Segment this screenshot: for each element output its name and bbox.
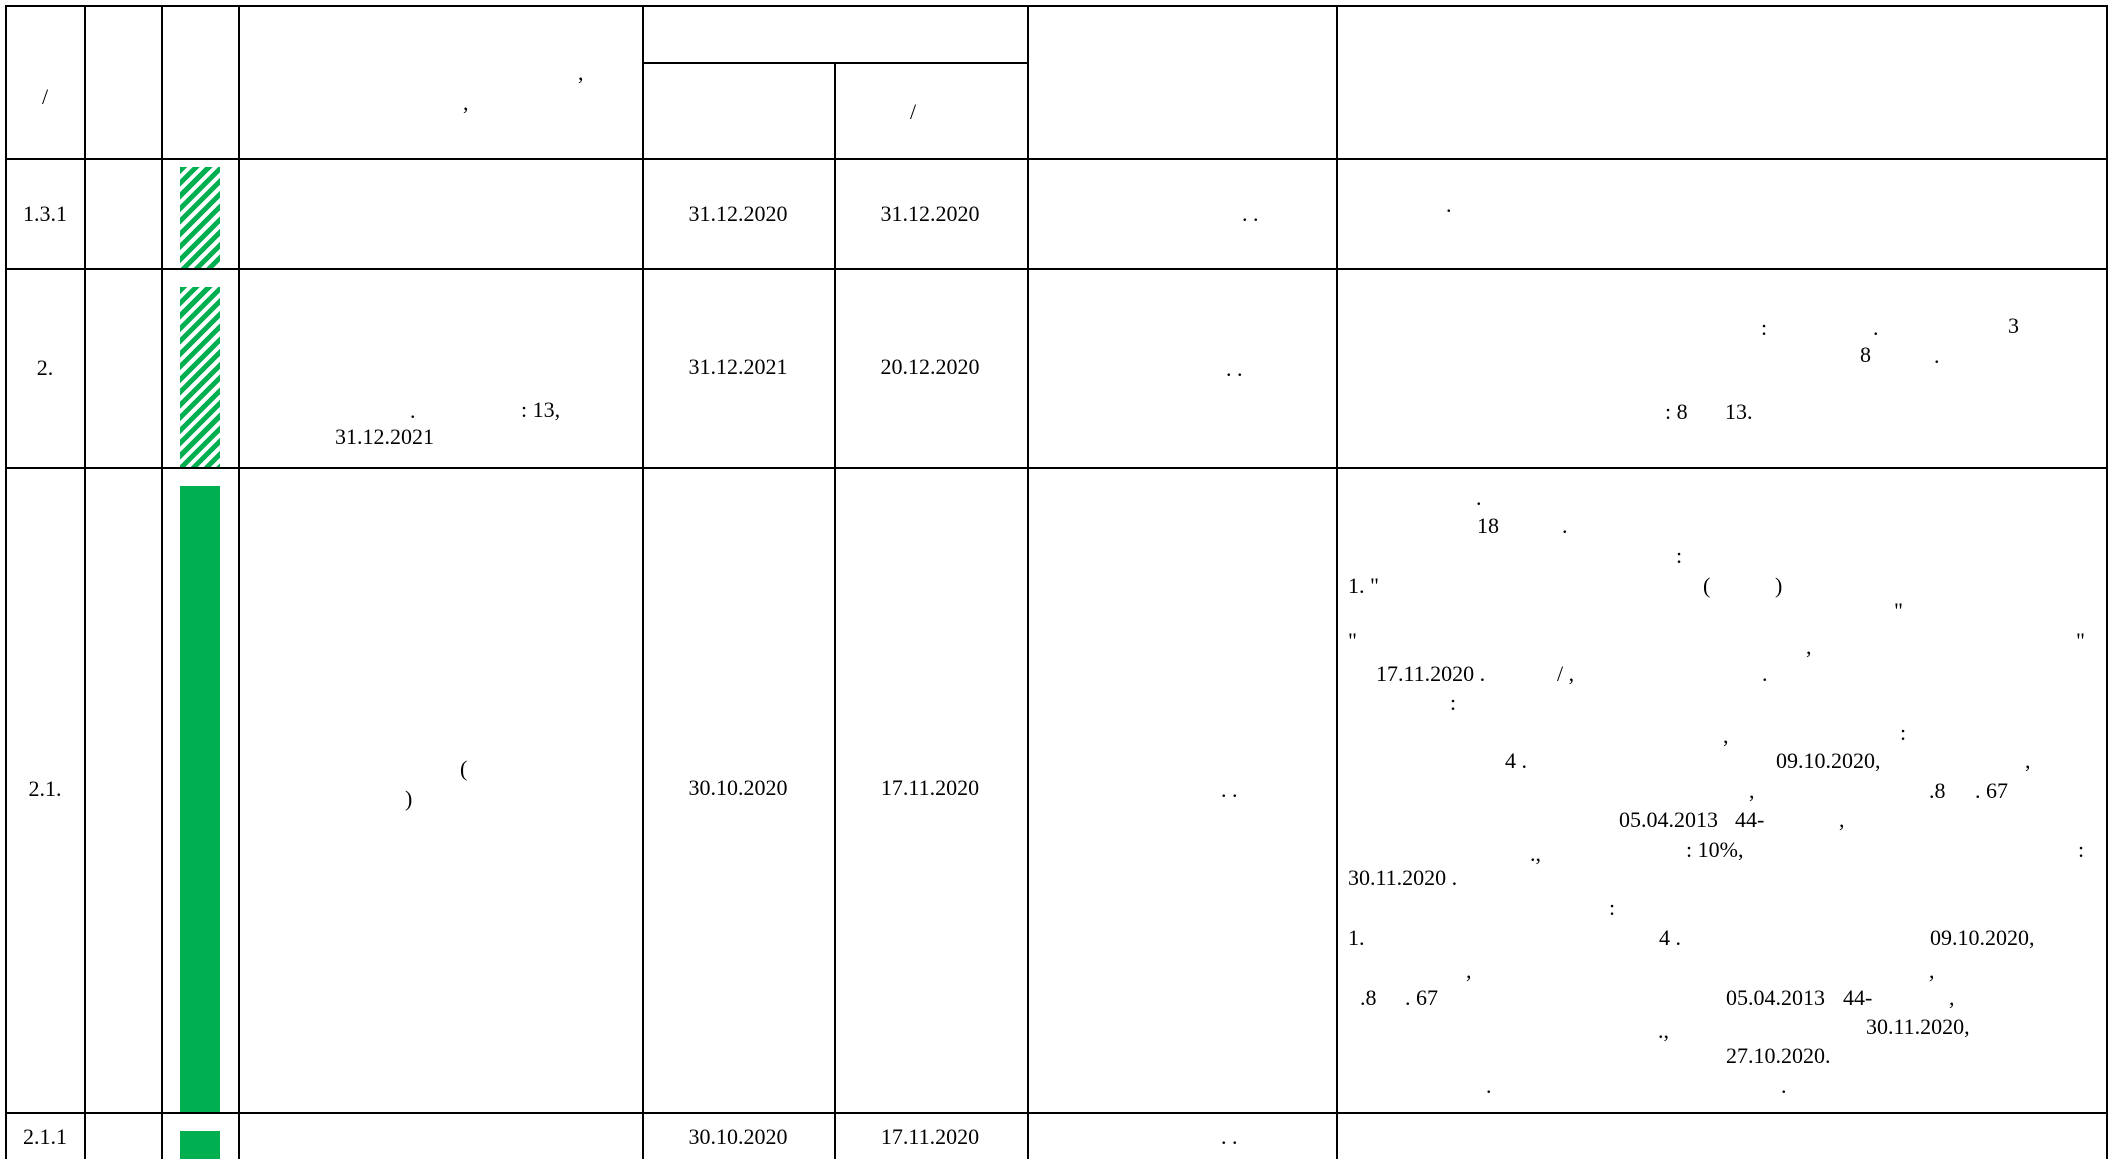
status-indicator-solid: [180, 1131, 220, 1159]
row-responsible: . .: [1226, 356, 1243, 381]
row-desc-count: : 13,: [521, 397, 561, 422]
grid-line-header-split: [643, 62, 1029, 64]
row-fact-date: 17.11.2020: [880, 1124, 980, 1149]
grid-line-header-bottom: [5, 158, 2108, 160]
row-desc-open-paren: (: [460, 756, 468, 781]
grid-line-row-3: [5, 1112, 2108, 1114]
grid-line-row-2: [5, 467, 2108, 469]
header-number-col: /: [41, 84, 49, 109]
header-desc-comma-2: ,: [463, 90, 469, 115]
row-number: 2.: [36, 355, 54, 380]
row-plan-date: 31.12.2020: [688, 201, 788, 226]
row-plan-date: 30.10.2020: [688, 775, 788, 800]
grid-col-5: [834, 62, 836, 1159]
header-desc-comma-1: ,: [578, 60, 584, 85]
grid-col-8: [2106, 5, 2108, 1159]
grid-line-row-1: [5, 268, 2108, 270]
status-indicator-hatched: [180, 167, 220, 268]
grid-col-3: [238, 5, 240, 1159]
row-number: 1.3.1: [23, 201, 67, 226]
row-plan-date: 31.12.2021: [688, 354, 788, 379]
row-responsible: . .: [1221, 777, 1238, 802]
row-responsible: . .: [1242, 201, 1259, 226]
row-plan-date: 30.10.2020: [688, 1124, 788, 1149]
row-fact-date: 20.12.2020: [880, 354, 980, 379]
grid-col-1: [84, 5, 86, 1159]
row-fact-date: 17.11.2020: [880, 775, 980, 800]
grid-line-top: [5, 5, 2108, 7]
grid-col-7: [1336, 5, 1338, 1159]
grid-col-0: [5, 5, 7, 1159]
row-number: 2.1.1: [23, 1124, 67, 1149]
row-desc-date: 31.12.2021: [335, 424, 434, 449]
grid-col-6: [1027, 5, 1029, 1159]
row-number: 2.1.: [28, 776, 62, 801]
grid-col-4: [642, 5, 644, 1159]
row-comment: .: [1446, 192, 1452, 217]
status-indicator-hatched: [180, 287, 220, 467]
row-fact-date: 31.12.2020: [880, 201, 980, 226]
status-indicator-solid: [180, 486, 220, 1112]
row-responsible: . .: [1221, 1124, 1238, 1149]
header-fact-date-col: /: [909, 99, 917, 124]
row-desc-dot: .: [410, 398, 416, 423]
row-desc-close-paren: ): [405, 786, 413, 811]
grid-col-2: [161, 5, 163, 1159]
